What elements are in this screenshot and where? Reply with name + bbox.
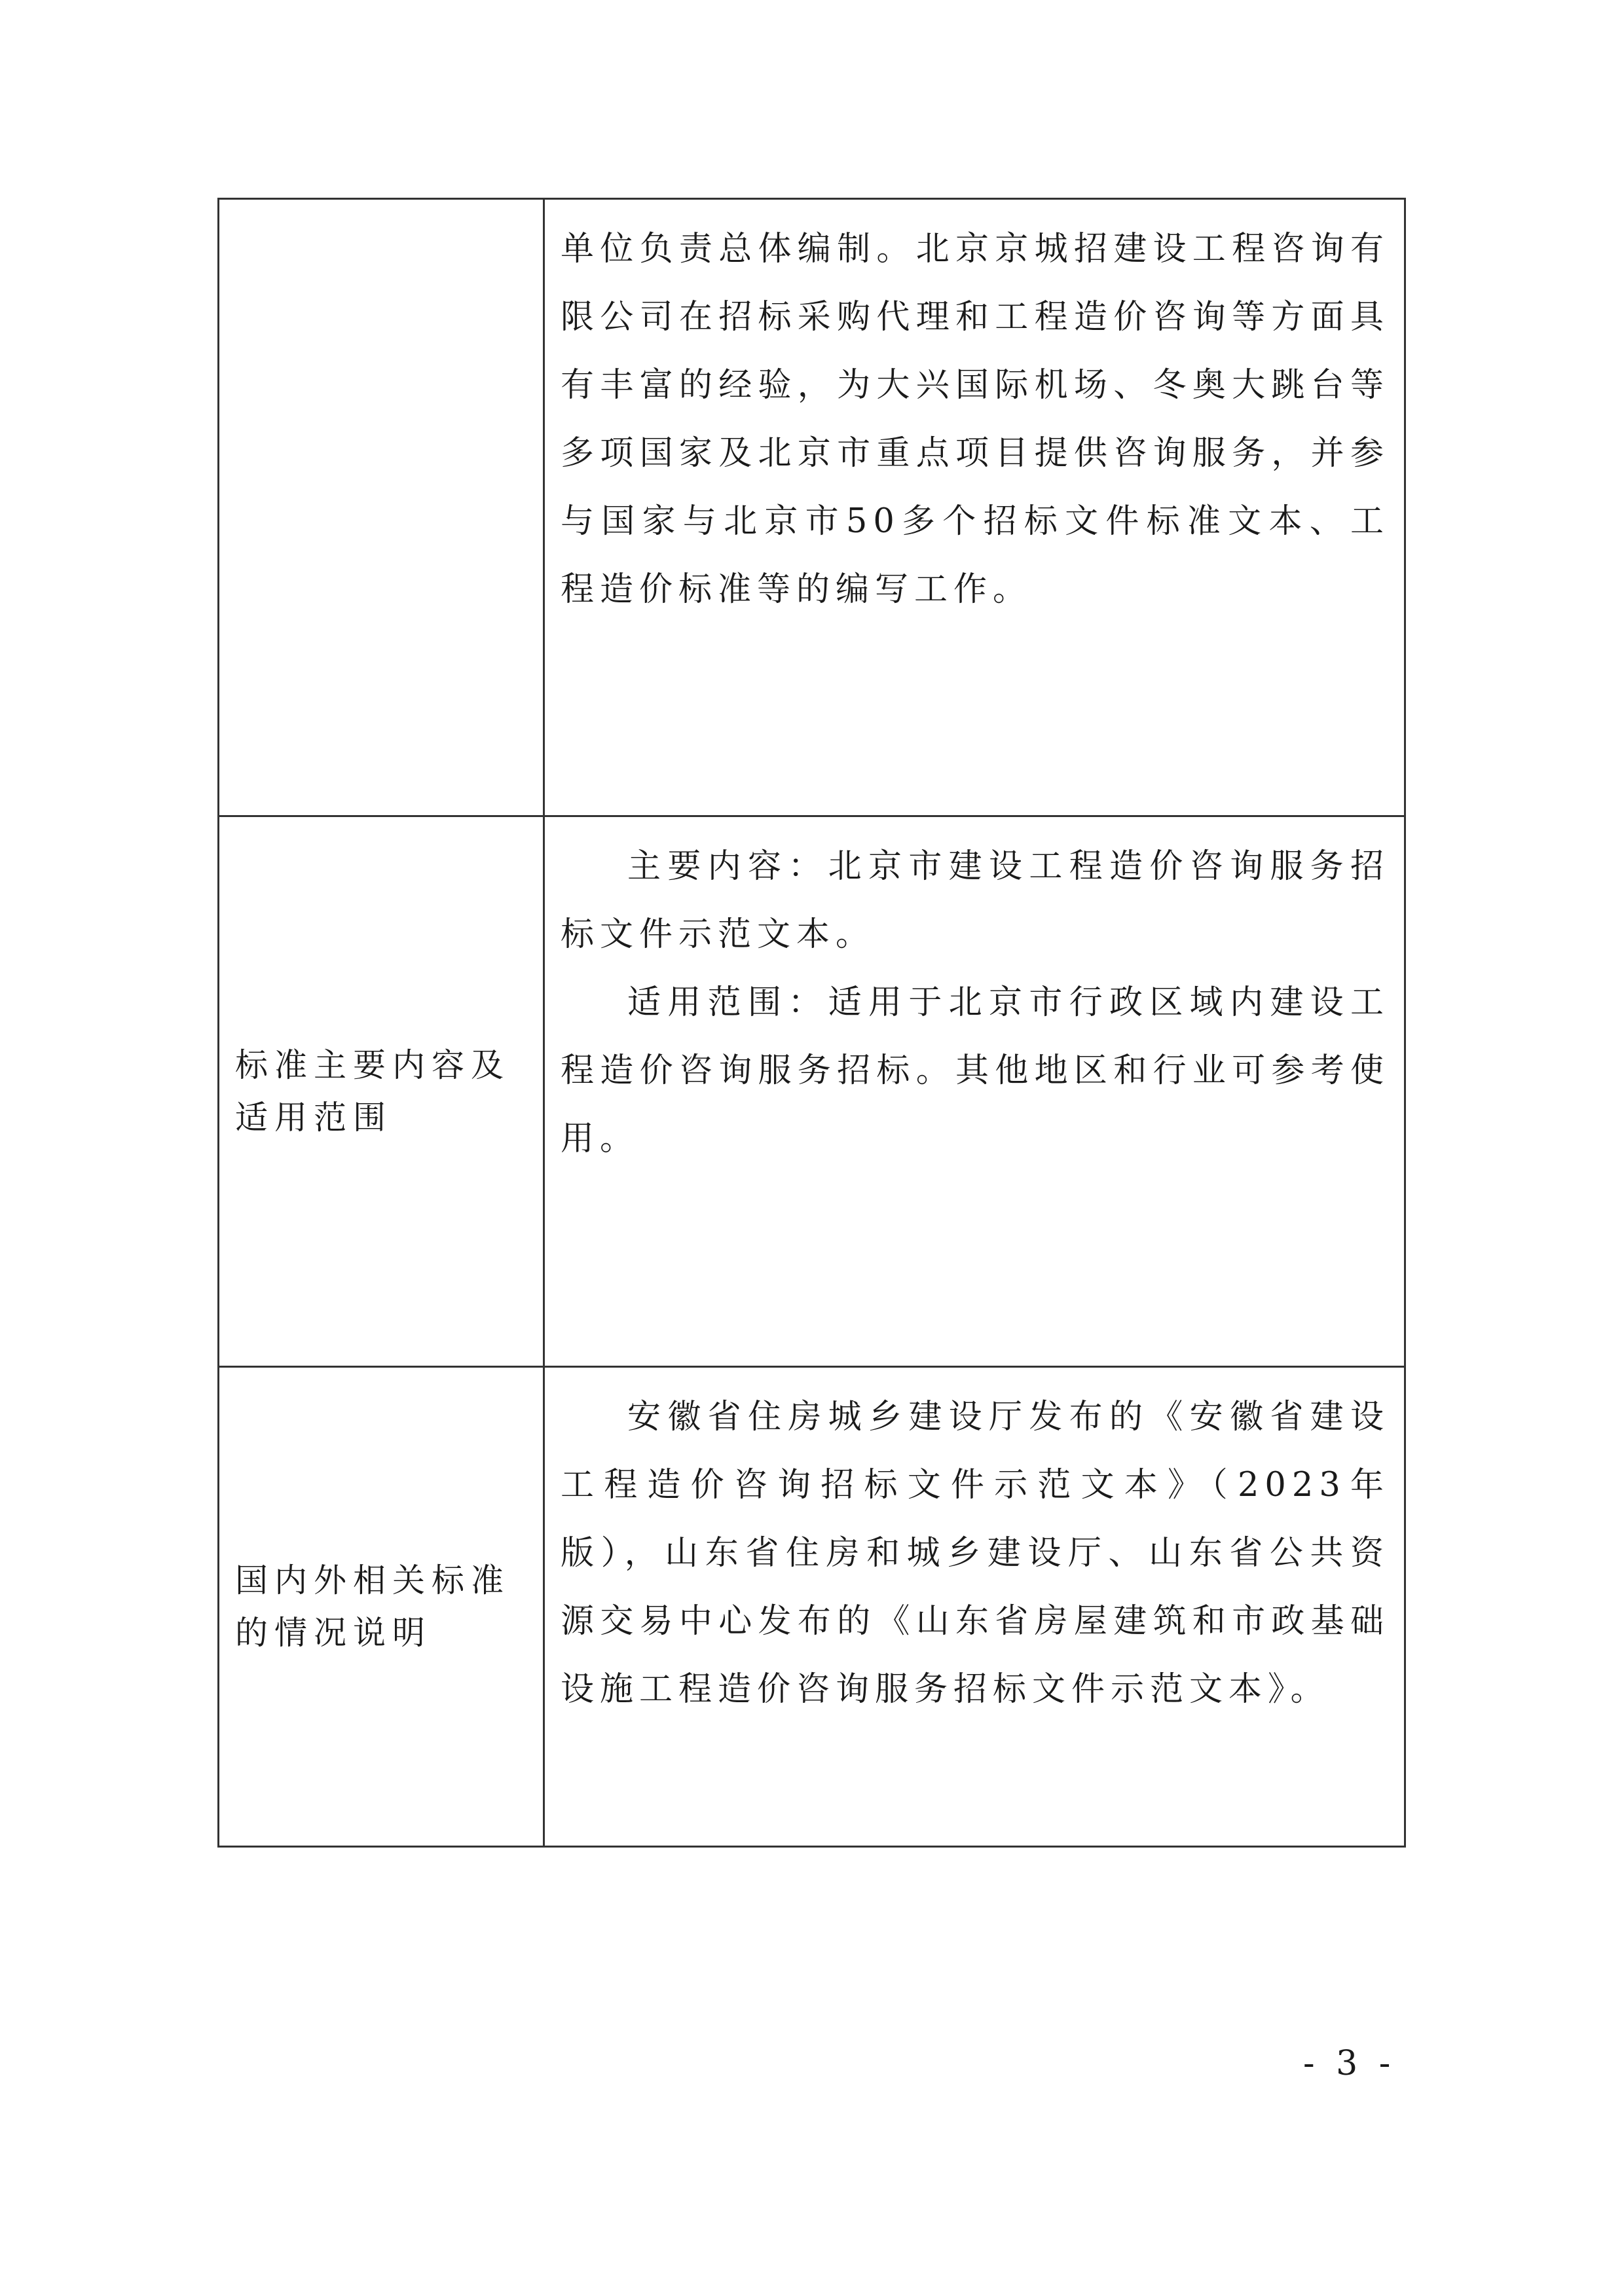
row-label [219,1039,543,1144]
row-label [219,1554,543,1659]
main-content-paragraph: 主要内容：北京市建设工程造价咨询服务招标文件示范文本。 [561,847,1390,954]
table-row-scope [219,816,1405,1367]
related-standards-paragraph: 安徽省住房城乡建设厅发布的《安徽省建设工程造价咨询招标文件示范文本》（2023年版），山东省住房和城乡建设厅、山东省公共资源交易中心发布的《山东省房屋建筑和市政基础设施工程造价咨询服务招标文件示范文本》。 [561,1398,1390,1709]
related-standards-description [545,1368,1404,1724]
table-row-organization [219,199,1405,816]
organization-description [545,200,1404,624]
row-label-cell [219,1367,544,1847]
content-paragraph: 单位负责总体编制。北京京城招建设工程咨询有限公司在招标采购代理和工程造价咨询等方面具有丰富的经验，为大兴国际机场、冬奥大跳台等多项国家及北京市重点项目提供咨询服务，并参与国家与北京市50多个招标文件标准文本、工程造价标准等的编写工作。 [561,230,1390,609]
row-label-cell [219,199,544,816]
applicable-scope-paragraph: 适用范围：适用于北京市行政区域内建设工程造价咨询服务招标。其他地区和行业可参考使用。 [561,983,1390,1158]
scope-description [545,817,1404,1173]
row-label-line: 国内外相关标准 [235,1561,510,1599]
row-content-cell [544,816,1405,1367]
table-row-related-standards [219,1367,1405,1847]
row-content-cell [544,199,1405,816]
row-label-cell [219,816,544,1367]
row-label-line: 适用范围 [235,1099,392,1137]
row-content-cell [544,1367,1405,1847]
row-label-line: 的情况说明 [235,1614,432,1652]
row-label-line: 标准主要内容及 [235,1046,510,1084]
page-number: - 3 - [1303,2044,1396,2083]
standard-info-table [217,198,1406,1848]
